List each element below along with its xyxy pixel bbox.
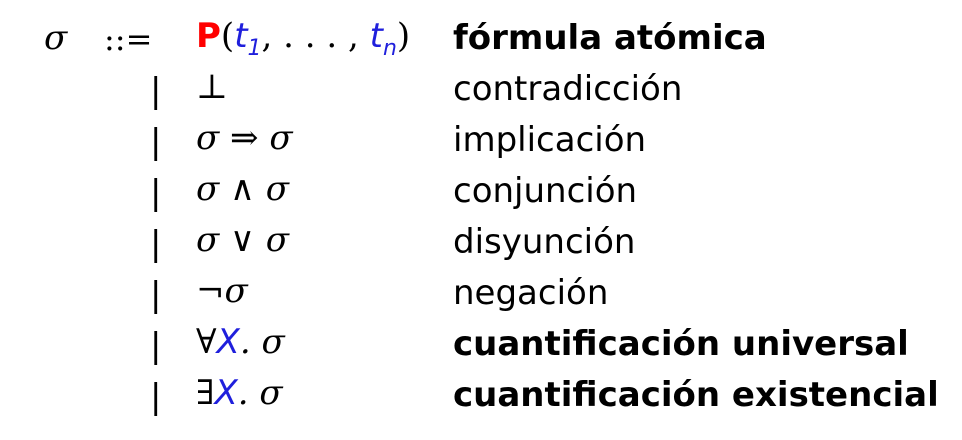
term-tn: $t_n$ xyxy=(369,16,397,61)
expression-contradiction: ⊥ xyxy=(196,67,228,107)
lhs-sigma: σ xyxy=(44,18,68,58)
alternative-separator: | xyxy=(150,173,162,213)
ellipsis: , . . . , xyxy=(261,16,370,56)
description-negation: negación xyxy=(453,273,609,313)
grammar-row-universal xyxy=(0,322,962,374)
description-atomic: fórmula atómica xyxy=(453,18,767,58)
forall-symbol: ∀ xyxy=(196,322,217,362)
predicate-symbol: P xyxy=(196,16,221,56)
expression-conjunction: σ ∧ σ xyxy=(196,169,289,209)
expression-disjunction: σ ∨ σ xyxy=(196,220,289,260)
grammar-row-existential xyxy=(0,373,962,425)
grammar-row-atomic xyxy=(0,16,962,68)
grammar-row-contradiction xyxy=(0,67,962,119)
description-universal: cuantificación universal xyxy=(453,324,909,364)
atomic-expression xyxy=(196,16,410,61)
bound-variable: X xyxy=(214,373,238,413)
exists-symbol: ∃ xyxy=(196,373,215,413)
quantifier-body: . σ xyxy=(237,373,283,413)
description-conjunction: conjunción xyxy=(453,171,638,211)
description-disjunction: disyunción xyxy=(453,222,636,262)
expression-implication: σ ⇒ σ xyxy=(196,118,293,158)
grammar-row-implication xyxy=(0,118,962,170)
expression-universal xyxy=(196,322,285,362)
alternative-separator: | xyxy=(150,326,162,366)
expression-negation: ¬σ xyxy=(196,271,248,311)
description-contradiction: contradicción xyxy=(453,69,683,109)
quantifier-body: . σ xyxy=(239,322,285,362)
close-paren: ) xyxy=(396,16,411,56)
alternative-separator: | xyxy=(150,275,162,315)
expression-existential xyxy=(196,373,283,413)
alternative-separator: | xyxy=(150,224,162,264)
grammar-row-conjunction xyxy=(0,169,962,221)
grammar-row-negation xyxy=(0,271,962,323)
description-existential: cuantificación existencial xyxy=(453,375,939,415)
alternative-separator: | xyxy=(150,122,162,162)
description-implication: implicación xyxy=(453,120,647,160)
alternative-separator: | xyxy=(150,71,162,111)
grammar-row-disjunction xyxy=(0,220,962,272)
alternative-separator: | xyxy=(150,377,162,417)
term-t1: $t_1$ xyxy=(234,16,262,61)
defines-operator: ::= xyxy=(104,20,153,58)
open-paren: ( xyxy=(220,16,235,56)
bound-variable: X xyxy=(216,322,240,362)
